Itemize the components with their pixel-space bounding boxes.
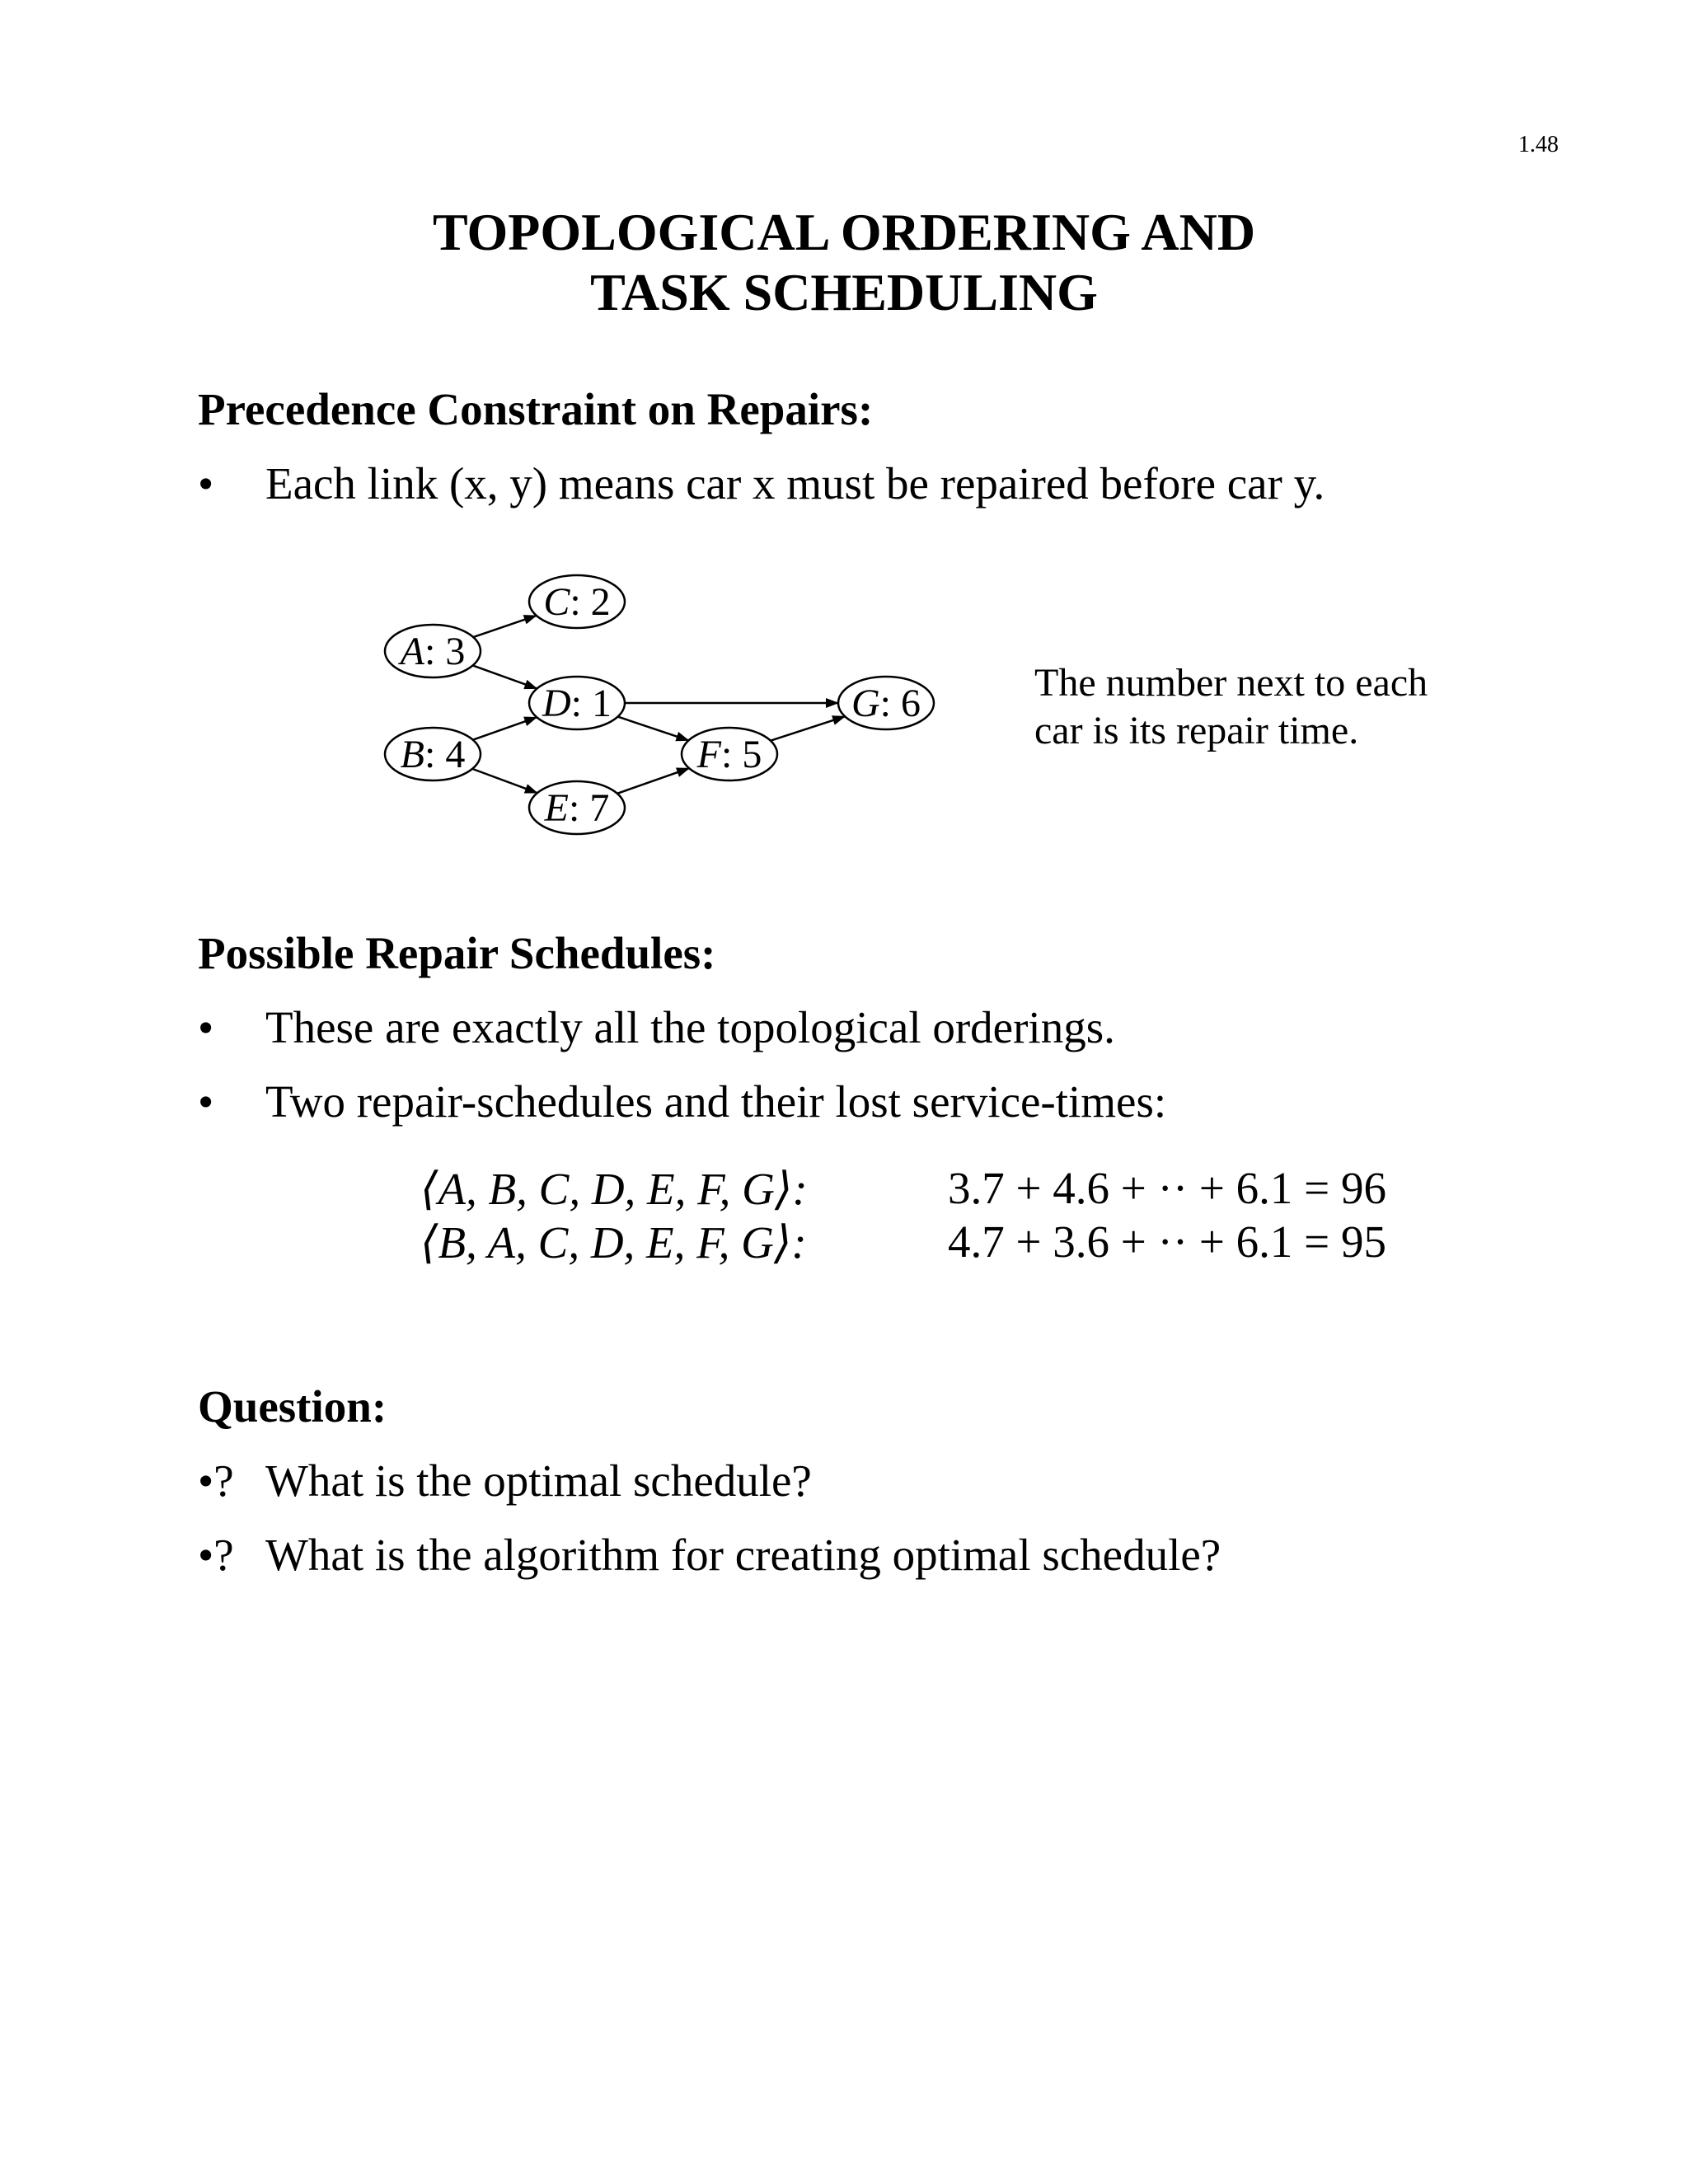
- question-mark: •?: [198, 1530, 234, 1580]
- edge-a-d: [473, 665, 537, 688]
- bullet-text: These are exactly all the topological orderings.: [265, 1002, 1115, 1052]
- node-f: [682, 728, 777, 780]
- section-heading-schedules: Possible Repair Schedules:: [198, 928, 716, 978]
- bullet-text: Two repair-schedules and their lost service-times:: [265, 1076, 1167, 1127]
- section-heading-precedence: Precedence Constraint on Repairs:: [198, 384, 874, 434]
- node-e: [529, 781, 625, 834]
- edge-d-f: [618, 717, 689, 741]
- edge-f-g: [771, 716, 845, 740]
- graph-nodes: [385, 575, 934, 834]
- node-label: G: 6: [851, 682, 921, 725]
- graph-note: [1034, 659, 1428, 755]
- schedule-sum: 3.7 + 4.6 + ·· + 6.1 = 96: [948, 1163, 1386, 1213]
- precedence-graph: [363, 569, 956, 849]
- node-c: [529, 575, 625, 628]
- bullet-mark: •: [198, 458, 214, 509]
- edge-a-c: [473, 616, 536, 637]
- node-g: [838, 677, 934, 729]
- page-number: 1.48: [1518, 132, 1559, 157]
- node-d: [529, 677, 625, 729]
- graph-note-line-1: The number next to each: [1034, 661, 1428, 705]
- edge-e-f: [617, 768, 689, 794]
- schedule-sum: 4.7 + 3.6 + ·· + 6.1 = 95: [948, 1216, 1386, 1267]
- node-label: B: 4: [400, 733, 466, 776]
- question-text: What is the optimal schedule?: [265, 1455, 812, 1506]
- bullet-mark: •: [198, 1076, 214, 1127]
- bullet-mark: •: [198, 1002, 214, 1052]
- question-mark: •?: [198, 1455, 234, 1506]
- question-text: What is the algorithm for creating optimal schedule?: [265, 1530, 1221, 1580]
- edge-b-e: [472, 769, 537, 793]
- graph-note-line-2: car is its repair time.: [1034, 709, 1359, 752]
- node-a: [385, 625, 481, 677]
- node-b: [385, 728, 481, 780]
- bullet-text: Each link (x, y) means car x must be repaired before car y.: [265, 458, 1325, 509]
- node-label: D: 1: [542, 682, 612, 725]
- schedule-sequence: ⟨A, B, C, D, E, F, G⟩:: [420, 1164, 808, 1214]
- title-line-2: TASK SCHEDULING: [590, 263, 1098, 321]
- section-heading-question: Question:: [198, 1381, 387, 1432]
- node-label: E: 7: [544, 786, 610, 830]
- node-label: C: 2: [543, 580, 611, 624]
- node-label: A: 3: [400, 630, 466, 673]
- schedule-sequence: ⟨B, A, C, D, E, F, G⟩:: [420, 1217, 807, 1268]
- title-line-1: TOPOLOGICAL ORDERING AND: [432, 203, 1256, 261]
- page-title: [0, 202, 1688, 322]
- node-label: F: 5: [696, 733, 762, 776]
- edge-b-d: [473, 717, 537, 739]
